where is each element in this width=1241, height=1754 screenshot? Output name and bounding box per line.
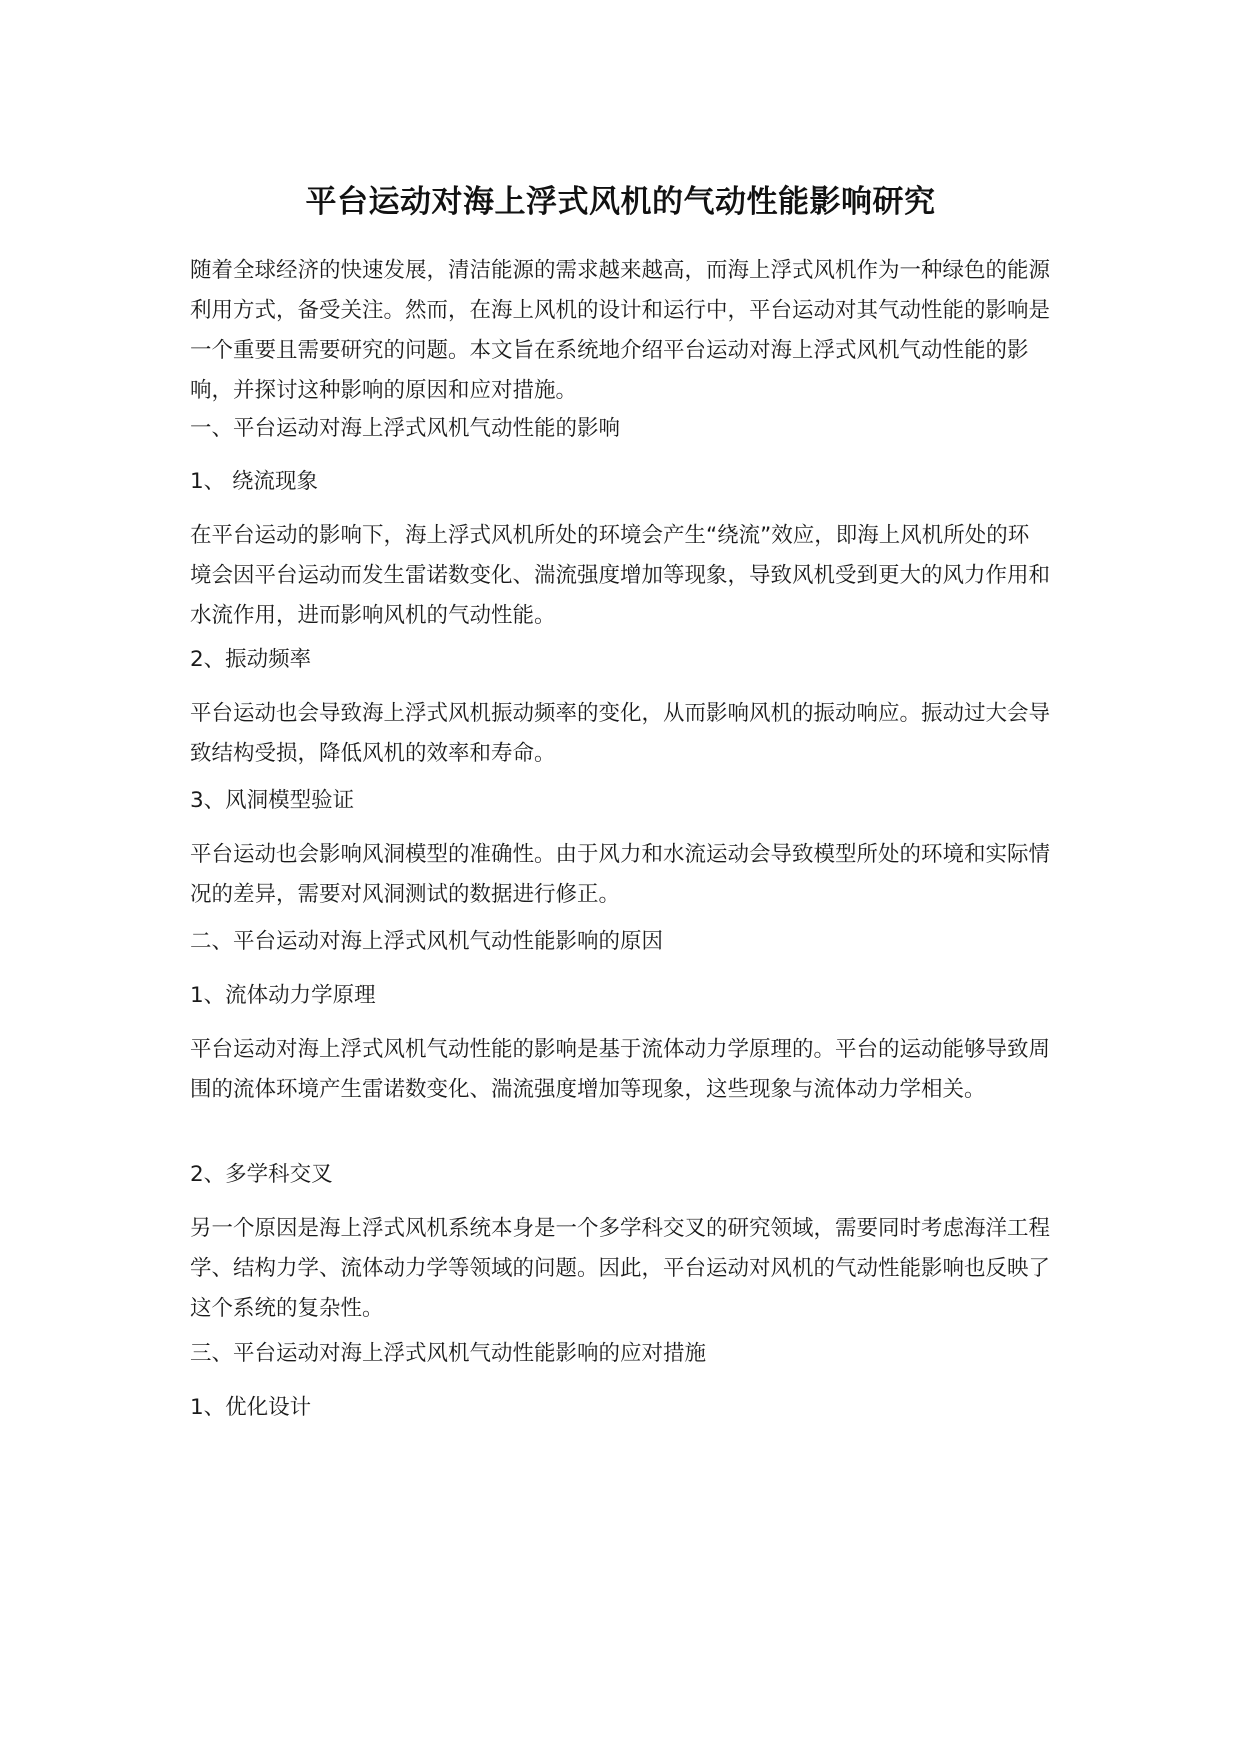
document-title: 平台运动对海上浮式风机的气动性能影响研究 — [305, 184, 936, 220]
section-1-item-1-paragraph: 在平台运动的影响下，海上浮式风机所处的环境会产生“绕流”效应，即海上风机所处的环境会因平台运动而发生雷诺数变化、湍流强度增加等现象，导致风机受到更大的风力作用和水流作用，进而影响风机的气动性能。 — [190, 523, 1051, 628]
section-1-heading: 一、平台运动对海上浮式风机气动性能的影响 — [190, 416, 621, 441]
section-2-item-2-heading: 2、多学科交叉 — [190, 1162, 333, 1187]
intro-paragraph: 随着全球经济的快速发展，清洁能源的需求越来越高，而海上浮式风机作为一种绿色的能源利用方式，备受关注。然而，在海上风机的设计和运行中，平台运动对其气动性能的影响是一个重要且需要研究的问题。本文旨在系统地介绍平台运动对海上浮式风机气动性能的影响，并探讨这种影响的原因和应对措施。 — [190, 258, 1051, 403]
section-2-heading: 二、平台运动对海上浮式风机气动性能影响的原因 — [190, 929, 664, 954]
section-1-item-2-heading: 2、振动频率 — [190, 647, 312, 672]
section-1-item-1-heading: 1、 绕流现象 — [190, 469, 319, 494]
section-2-item-1-heading: 1、流体动力学原理 — [190, 983, 376, 1008]
section-1-item-3-heading: 3、风洞模型验证 — [190, 788, 355, 813]
section-3-heading: 三、平台运动对海上浮式风机气动性能影响的应对措施 — [190, 1341, 707, 1366]
section-2-item-1-paragraph: 平台运动对海上浮式风机气动性能的影响是基于流体动力学原理的。平台的运动能够导致周围的流体环境产生雷诺数变化、湍流强度增加等现象，这些现象与流体动力学相关。 — [190, 1037, 1051, 1102]
section-1-item-3-paragraph: 平台运动也会影响风洞模型的准确性。由于风力和水流运动会导致模型所处的环境和实际情况的差异，需要对风洞测试的数据进行修正。 — [190, 842, 1051, 907]
section-1-item-2-paragraph: 平台运动也会导致海上浮式风机振动频率的变化，从而影响风机的振动响应。振动过大会导致结构受损，降低风机的效率和寿命。 — [190, 701, 1051, 766]
section-2-item-2-paragraph: 另一个原因是海上浮式风机系统本身是一个多学科交叉的研究领域，需要同时考虑海洋工程学、结构力学、流体动力学等领域的问题。因此，平台运动对风机的气动性能影响也反映了这个系统的复杂性。 — [190, 1216, 1051, 1321]
section-3-item-1-heading: 1、优化设计 — [190, 1395, 312, 1420]
